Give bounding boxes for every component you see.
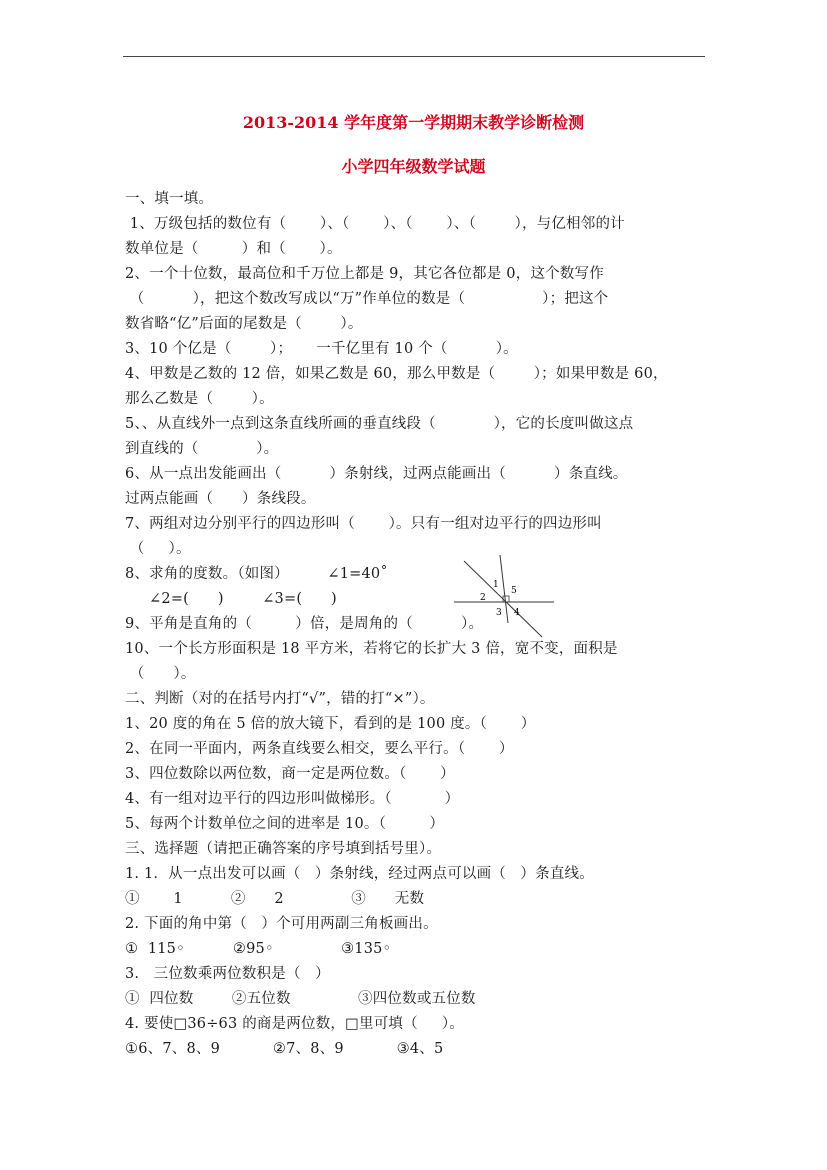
question-line: 3、10 个亿是（ ）； 一千亿里有 10 个（ ）。: [125, 341, 518, 357]
angle-label-3: 3: [496, 608, 502, 618]
question-line: 7、两组对边分别平行的四边形叫（ ）。只有一组对边平行的四边形叫: [125, 516, 602, 532]
question-line: （ ）。: [125, 666, 196, 682]
question-line: 1、20 度的角在 5 倍的放大镜下，看到的是 100 度。（ ）: [125, 716, 536, 732]
question-line: 3、四位数除以两位数，商一定是两位数。（ ）: [125, 766, 455, 782]
question-line: 过两点能画（ ）条线段。: [125, 491, 316, 507]
question-line: 数单位是（ ）和（ ）。: [125, 241, 342, 257]
section-1-heading: 一、填一填。: [125, 191, 214, 207]
question-line: 4. 要使□36÷63 的商是两位数，□里可填（ ）。: [125, 1016, 464, 1032]
question-line: 9、平角是直角的（ ）倍，是周角的（ ）。: [125, 616, 484, 632]
options-line: ① 1 ② 2 ③ 无数: [125, 891, 425, 907]
section-3-heading: 三、选择题（请把正确答案的序号填到括号里）。: [125, 841, 442, 857]
question-line: 2、在同一平面内，两条直线要么相交，要么平行。（ ）: [125, 741, 514, 757]
question-line: 2、一个十位数，最高位和千万位上都是 9，其它各位都是 0，这个数写作: [125, 266, 604, 282]
question-line: 2. 下面的角中第（ ）个可用两副三角板画出。: [125, 916, 438, 932]
right-angle-mark: [503, 596, 509, 602]
question-line: 数省略“亿”后面的尾数是（ ）。: [125, 316, 363, 332]
options-line: ① 四位数 ②五位数 ③四位数或五位数: [125, 991, 476, 1007]
page-title: 2013-2014 学年度第一学期期末教学诊断检测: [242, 113, 585, 132]
question-line: （ ）。: [125, 541, 191, 557]
question-line: 1. 1．从一点出发可以画（ ）条射线，经过两点可以画（ ）条直线。: [125, 866, 594, 882]
question-line: 到直线的（ ）。: [125, 441, 279, 457]
angle-label-5: 5: [511, 586, 517, 596]
question-line: （ ），把这个数改写成以“万”作单位的数是（ ）；把这个: [125, 291, 609, 307]
page-subtitle: 小学四年级数学试题: [341, 157, 486, 176]
question-line: 5、、从直线外一点到这条直线所画的垂直线段（ ），它的长度叫做这点: [125, 416, 634, 432]
question-line: 3. 三位数乘两位数积是（ ）: [125, 966, 330, 982]
question-line: 10、一个长方形面积是 18 平方米，若将它的长扩大 3 倍，宽不变，面积是: [125, 641, 618, 657]
question-line: 8、求角的度数。（如图） ∠1=40˚: [125, 566, 388, 582]
question-line: 5、每两个计数单位之间的进率是 10。（ ）: [125, 816, 445, 832]
angle-figure: [452, 553, 556, 639]
question-line: 1、万级包括的数位有（ ）、（ ）、（ ）、（ ），与亿相邻的计: [125, 216, 625, 232]
top-rule: [123, 56, 705, 57]
question-line: ∠2=( ) ∠3=( ): [125, 591, 337, 607]
options-line: ①6、7、8、9 ②7、8、9 ③4、5: [125, 1041, 444, 1057]
question-line: 那么乙数是（ ）。: [125, 391, 274, 407]
question-line: 4、有一组对边平行的四边形叫做梯形。（ ）: [125, 791, 460, 807]
angle-label-4: 4: [514, 608, 520, 618]
angle-label-1: 1: [493, 580, 499, 590]
question-line: 4、甲数是乙数的 12 倍，如果乙数是 60，那么甲数是（ ）；如果甲数是 60，: [125, 366, 668, 382]
options-line: ① 115◦ ②95◦ ③135◦: [125, 941, 392, 957]
angle-label-2: 2: [480, 593, 486, 603]
section-2-heading: 二、判断（对的在括号内打“√”，错的打“×”）。: [125, 691, 435, 707]
question-line: 6、从一点出发能画出（ ）条射线，过两点能画出（ ）条直线。: [125, 466, 628, 482]
